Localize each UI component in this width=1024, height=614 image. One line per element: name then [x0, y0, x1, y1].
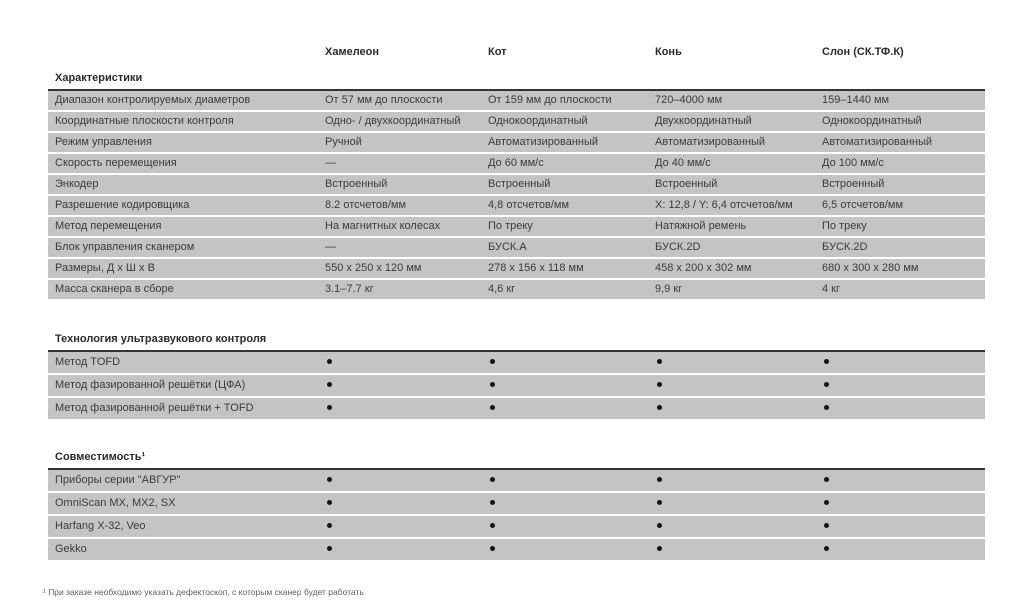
row-value	[325, 398, 488, 419]
row-value	[655, 375, 822, 396]
row-label: Координатные плоскости контроля	[55, 115, 234, 127]
row-value	[655, 470, 822, 491]
row-value: Одно- / двухкоординатный	[325, 115, 461, 127]
bullet-dot-icon	[490, 382, 495, 387]
row-value: —	[325, 157, 336, 169]
row-value: Встроенный	[655, 178, 718, 190]
table-row	[48, 352, 985, 375]
row-value	[822, 470, 985, 491]
bullet-dot-icon	[490, 546, 495, 551]
bullet-dot-icon	[824, 405, 829, 410]
section-ultrasonic-technology	[48, 333, 985, 421]
table-row	[48, 259, 985, 280]
section-title: Технология ультразвукового контроля	[55, 333, 267, 345]
row-value: Встроенный	[488, 178, 551, 190]
row-label: Gekko	[55, 543, 87, 555]
row-value: 6,5 отсчетов/мм	[822, 199, 904, 211]
column-header-slon: Слон (СК.ТФ.К)	[822, 46, 904, 58]
bullet-dot-icon	[327, 546, 332, 551]
row-value	[488, 493, 655, 514]
table-row	[48, 280, 985, 301]
row-label: OmniScan MX, MX2, SX	[55, 497, 176, 509]
row-label: Метод фазированной решётки (ЦФА)	[55, 379, 246, 391]
bullet-dot-icon	[490, 477, 495, 482]
row-value	[655, 398, 822, 419]
bullet-dot-icon	[657, 382, 662, 387]
bullet-dot-icon	[824, 546, 829, 551]
column-header-khameleon: Хамелеон	[325, 46, 380, 58]
bullet-dot-icon	[657, 405, 662, 410]
row-value	[325, 352, 488, 373]
row-value: 278 x 156 x 118 мм	[488, 262, 584, 274]
table-row	[48, 217, 985, 238]
section-rows	[48, 350, 985, 421]
bullet-dot-icon	[327, 477, 332, 482]
table-row	[48, 133, 985, 154]
row-label: Метод фазированной решётки + TOFD	[55, 402, 254, 414]
row-value: БУСК.А	[488, 241, 527, 253]
section-rows	[48, 468, 985, 562]
bullet-dot-icon	[490, 500, 495, 505]
row-label: Блок управления сканером	[55, 241, 195, 253]
bullet-dot-icon	[327, 500, 332, 505]
row-value: 720–4000 мм	[655, 94, 723, 106]
section-title: Совместимость¹	[55, 451, 146, 463]
table-row	[48, 238, 985, 259]
footnote: ¹ При заказе необходимо указать дефектоскоп, с которым сканер будет работать	[43, 587, 364, 597]
row-value: От 159 мм до плоскости	[488, 94, 612, 106]
row-value: 4 кг	[822, 283, 840, 295]
row-value: Ручной	[325, 136, 362, 148]
bullet-dot-icon	[327, 359, 332, 364]
row-value	[488, 470, 655, 491]
bullet-dot-icon	[657, 359, 662, 364]
table-row	[48, 196, 985, 217]
bullet-dot-icon	[657, 523, 662, 528]
row-value: 550 x 250 x 120 мм	[325, 262, 422, 274]
table-row	[48, 398, 985, 421]
bullet-dot-icon	[490, 523, 495, 528]
row-value	[822, 539, 985, 560]
row-label: Диапазон контролируемых диаметров	[55, 94, 251, 106]
row-label: Масса сканера в сборе	[55, 283, 174, 295]
row-value: По треку	[488, 220, 533, 232]
row-value	[488, 352, 655, 373]
row-value: Двухкоординатный	[655, 115, 752, 127]
row-value: 680 x 300 x 280 мм	[822, 262, 919, 274]
row-value: 458 x 200 x 302 мм	[655, 262, 752, 274]
bullet-dot-icon	[490, 359, 495, 364]
row-value: Встроенный	[325, 178, 388, 190]
row-value: Натяжной ремень	[655, 220, 747, 232]
section-characteristics	[48, 72, 985, 301]
row-value: Однокоординатный	[488, 115, 588, 127]
row-label: Метод перемещения	[55, 220, 162, 232]
table-row	[48, 470, 985, 493]
row-value	[325, 516, 488, 537]
row-value: Автоматизированный	[822, 136, 933, 148]
row-value: БУСК.2D	[822, 241, 868, 253]
row-label: Разрешение кодировщика	[55, 199, 190, 211]
row-value: X: 12,8 / Y: 6,4 отсчетов/мм	[655, 199, 793, 211]
column-header-row	[48, 46, 985, 58]
table-row	[48, 539, 985, 562]
bullet-dot-icon	[657, 500, 662, 505]
bullet-dot-icon	[824, 382, 829, 387]
row-value: 9,9 кг	[655, 283, 683, 295]
row-value	[655, 493, 822, 514]
row-value	[488, 398, 655, 419]
table-row	[48, 175, 985, 196]
row-value	[655, 539, 822, 560]
table-row	[48, 91, 985, 112]
row-value: Однокоординатный	[822, 115, 922, 127]
row-label: Размеры, Д х Ш х В	[55, 262, 155, 274]
row-value: БУСК.2D	[655, 241, 701, 253]
row-value	[822, 352, 985, 373]
row-value	[822, 398, 985, 419]
row-value: Автоматизированный	[655, 136, 766, 148]
table-row	[48, 516, 985, 539]
row-label: Скорость перемещения	[55, 157, 177, 169]
row-value: От 57 мм до плоскости	[325, 94, 443, 106]
table-row	[48, 375, 985, 398]
row-value: До 60 мм/с	[488, 157, 544, 169]
bullet-dot-icon	[657, 546, 662, 551]
bullet-dot-icon	[824, 500, 829, 505]
row-value: 8.2 отсчетов/мм	[325, 199, 407, 211]
row-value: По треку	[822, 220, 867, 232]
row-value: Автоматизированный	[488, 136, 599, 148]
row-value: На магнитных колесах	[325, 220, 441, 232]
row-value	[655, 352, 822, 373]
row-value	[655, 516, 822, 537]
row-value: 4,8 отсчетов/мм	[488, 199, 570, 211]
row-value	[488, 516, 655, 537]
row-label: Приборы серии "АВГУР"	[55, 474, 181, 486]
table-row	[48, 112, 985, 133]
row-value	[488, 375, 655, 396]
row-value: 159–1440 мм	[822, 94, 890, 106]
section-title: Характеристики	[55, 72, 143, 84]
section-compatibility	[48, 451, 985, 562]
table-row	[48, 154, 985, 175]
bullet-dot-icon	[327, 405, 332, 410]
bullet-dot-icon	[824, 477, 829, 482]
bullet-dot-icon	[824, 359, 829, 364]
row-value	[822, 516, 985, 537]
row-value	[325, 539, 488, 560]
row-value: До 100 мм/с	[822, 157, 884, 169]
bullet-dot-icon	[824, 523, 829, 528]
row-value	[325, 470, 488, 491]
table-row	[48, 493, 985, 516]
bullet-dot-icon	[327, 523, 332, 528]
row-label: Режим управления	[55, 136, 152, 148]
column-header-kot: Кот	[488, 46, 507, 58]
section-rows	[48, 89, 985, 301]
row-value: 4,6 кг	[488, 283, 516, 295]
row-value	[822, 375, 985, 396]
row-value	[325, 493, 488, 514]
bullet-dot-icon	[657, 477, 662, 482]
row-label: Энкодер	[55, 178, 99, 190]
row-value: До 40 мм/с	[655, 157, 711, 169]
bullet-dot-icon	[327, 382, 332, 387]
column-header-spacer	[48, 46, 325, 58]
row-value: 3.1–7.7 кг	[325, 283, 374, 295]
bullet-dot-icon	[490, 405, 495, 410]
row-label: Harfang X-32, Veo	[55, 520, 146, 532]
row-value	[488, 539, 655, 560]
comparison-table	[48, 46, 985, 562]
column-header-kon: Конь	[655, 46, 682, 58]
row-label: Метод TOFD	[55, 356, 121, 368]
row-value	[822, 493, 985, 514]
row-value	[325, 375, 488, 396]
row-value: —	[325, 241, 336, 253]
row-value: Встроенный	[822, 178, 885, 190]
